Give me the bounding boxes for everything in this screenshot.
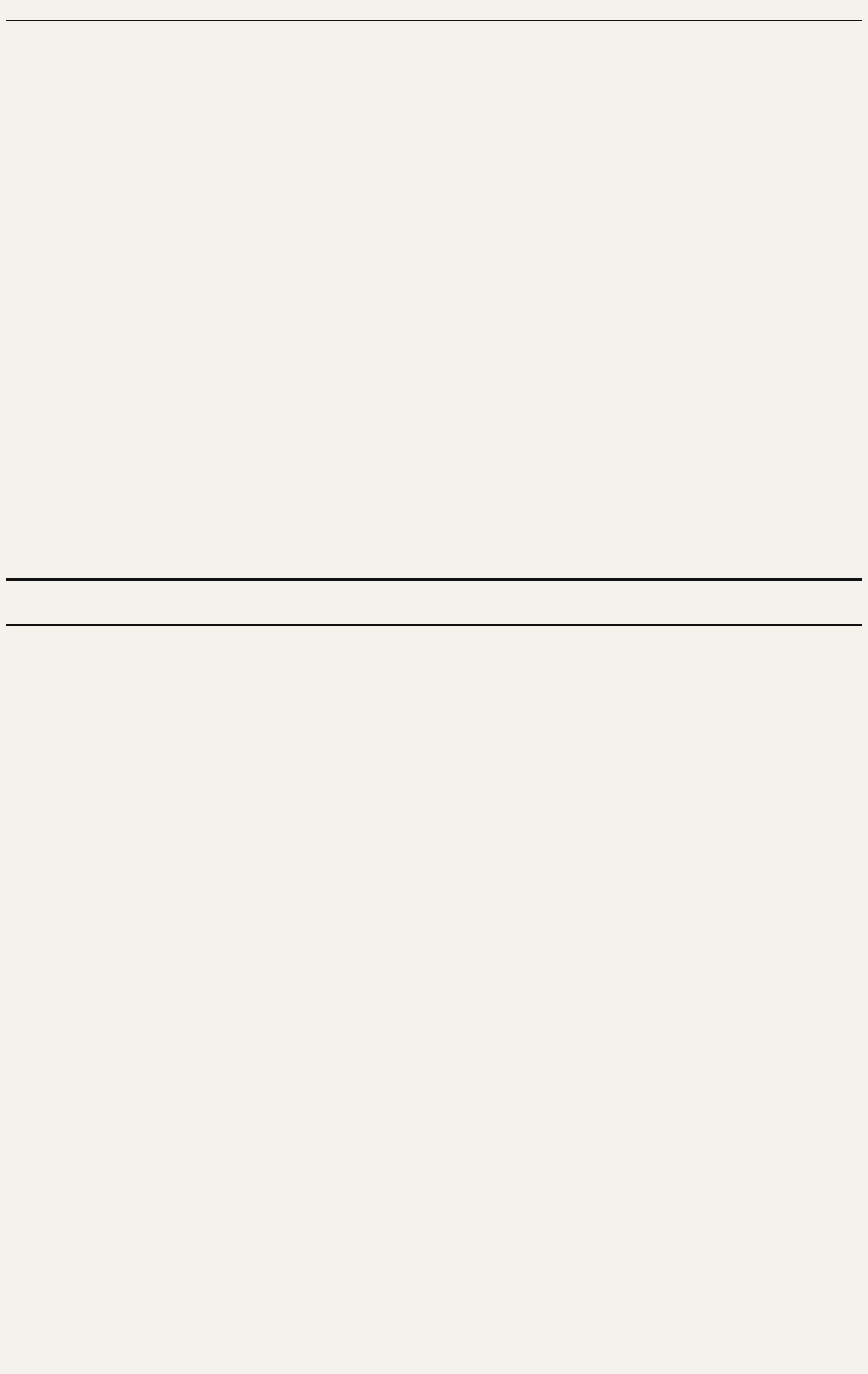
classified-help-wanted-section (6, 20, 862, 575)
home-service-guide-banner (6, 578, 862, 626)
masthead (6, 4, 862, 18)
home-service-guide-section (6, 630, 862, 1370)
